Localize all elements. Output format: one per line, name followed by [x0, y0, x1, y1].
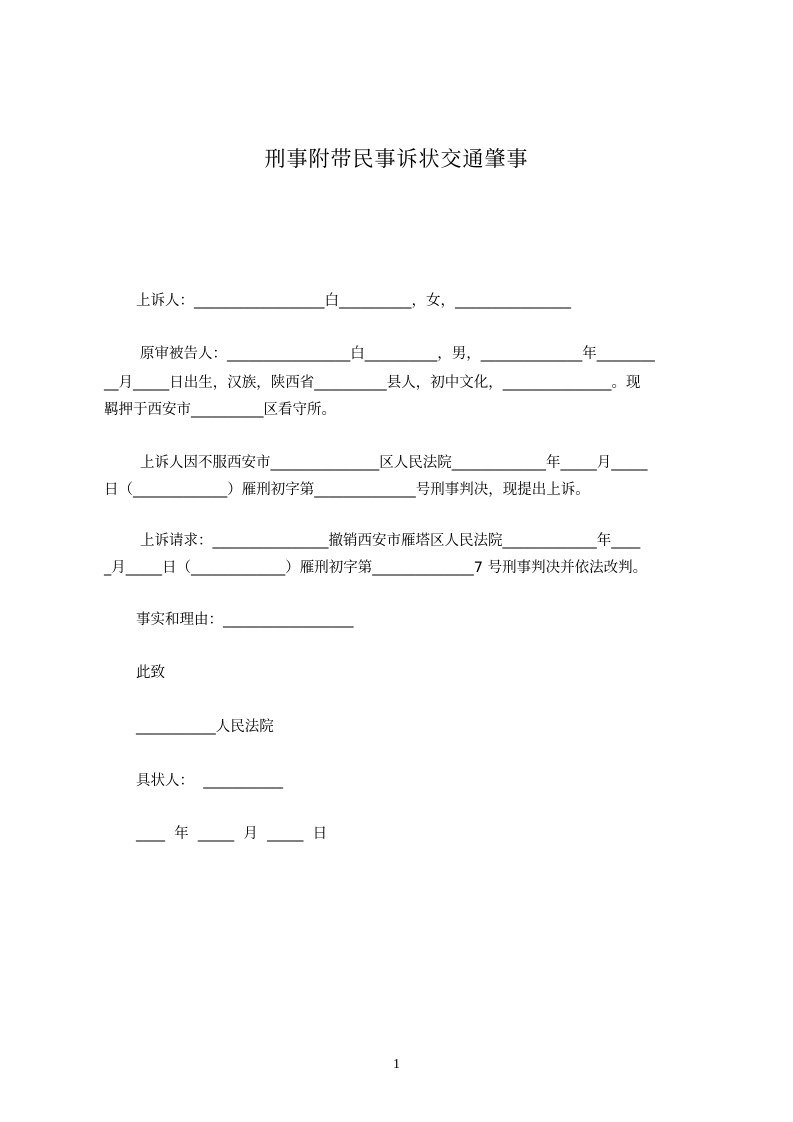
- signer-line: 具状人： ___________: [136, 773, 283, 789]
- appellant-line: 上诉人：__________________白__________，女，________________: [136, 293, 571, 309]
- facts-line: 事实和理由：__________________: [136, 612, 354, 628]
- defendant-line-1: 原审被告人：_________________白__________，男，______________年________: [140, 346, 655, 362]
- date-line: ____ 年 _____ 月 _____ 日: [136, 826, 328, 842]
- request-line-1: 上诉请求：________________撤销西安市雁塔区人民法院_____________年____: [140, 533, 641, 549]
- defendant-line-2: __月_____日出生，汉族，陕西省__________县人，初中文化，_______________。现: [104, 375, 641, 391]
- request-line-2: _月_____日（_____________）雁刑初字第______________7 号刑事判决并依法改判。: [104, 560, 648, 576]
- appeal-line-1: 上诉人因不服西安市_______________区人民法院_____________年_____月_____: [140, 455, 648, 471]
- appeal-line-2: 日（_____________）雁刑初字第______________号刑事判决，现提出上诉。: [104, 482, 590, 498]
- court-line: ___________人民法院: [136, 719, 274, 735]
- page-number: 1: [393, 1057, 400, 1072]
- document-title: 刑事附带民事诉状交通肇事: [264, 147, 529, 171]
- salutation: 此致: [136, 665, 165, 681]
- defendant-line-3: 羁押于西安市__________区看守所。: [104, 402, 336, 418]
